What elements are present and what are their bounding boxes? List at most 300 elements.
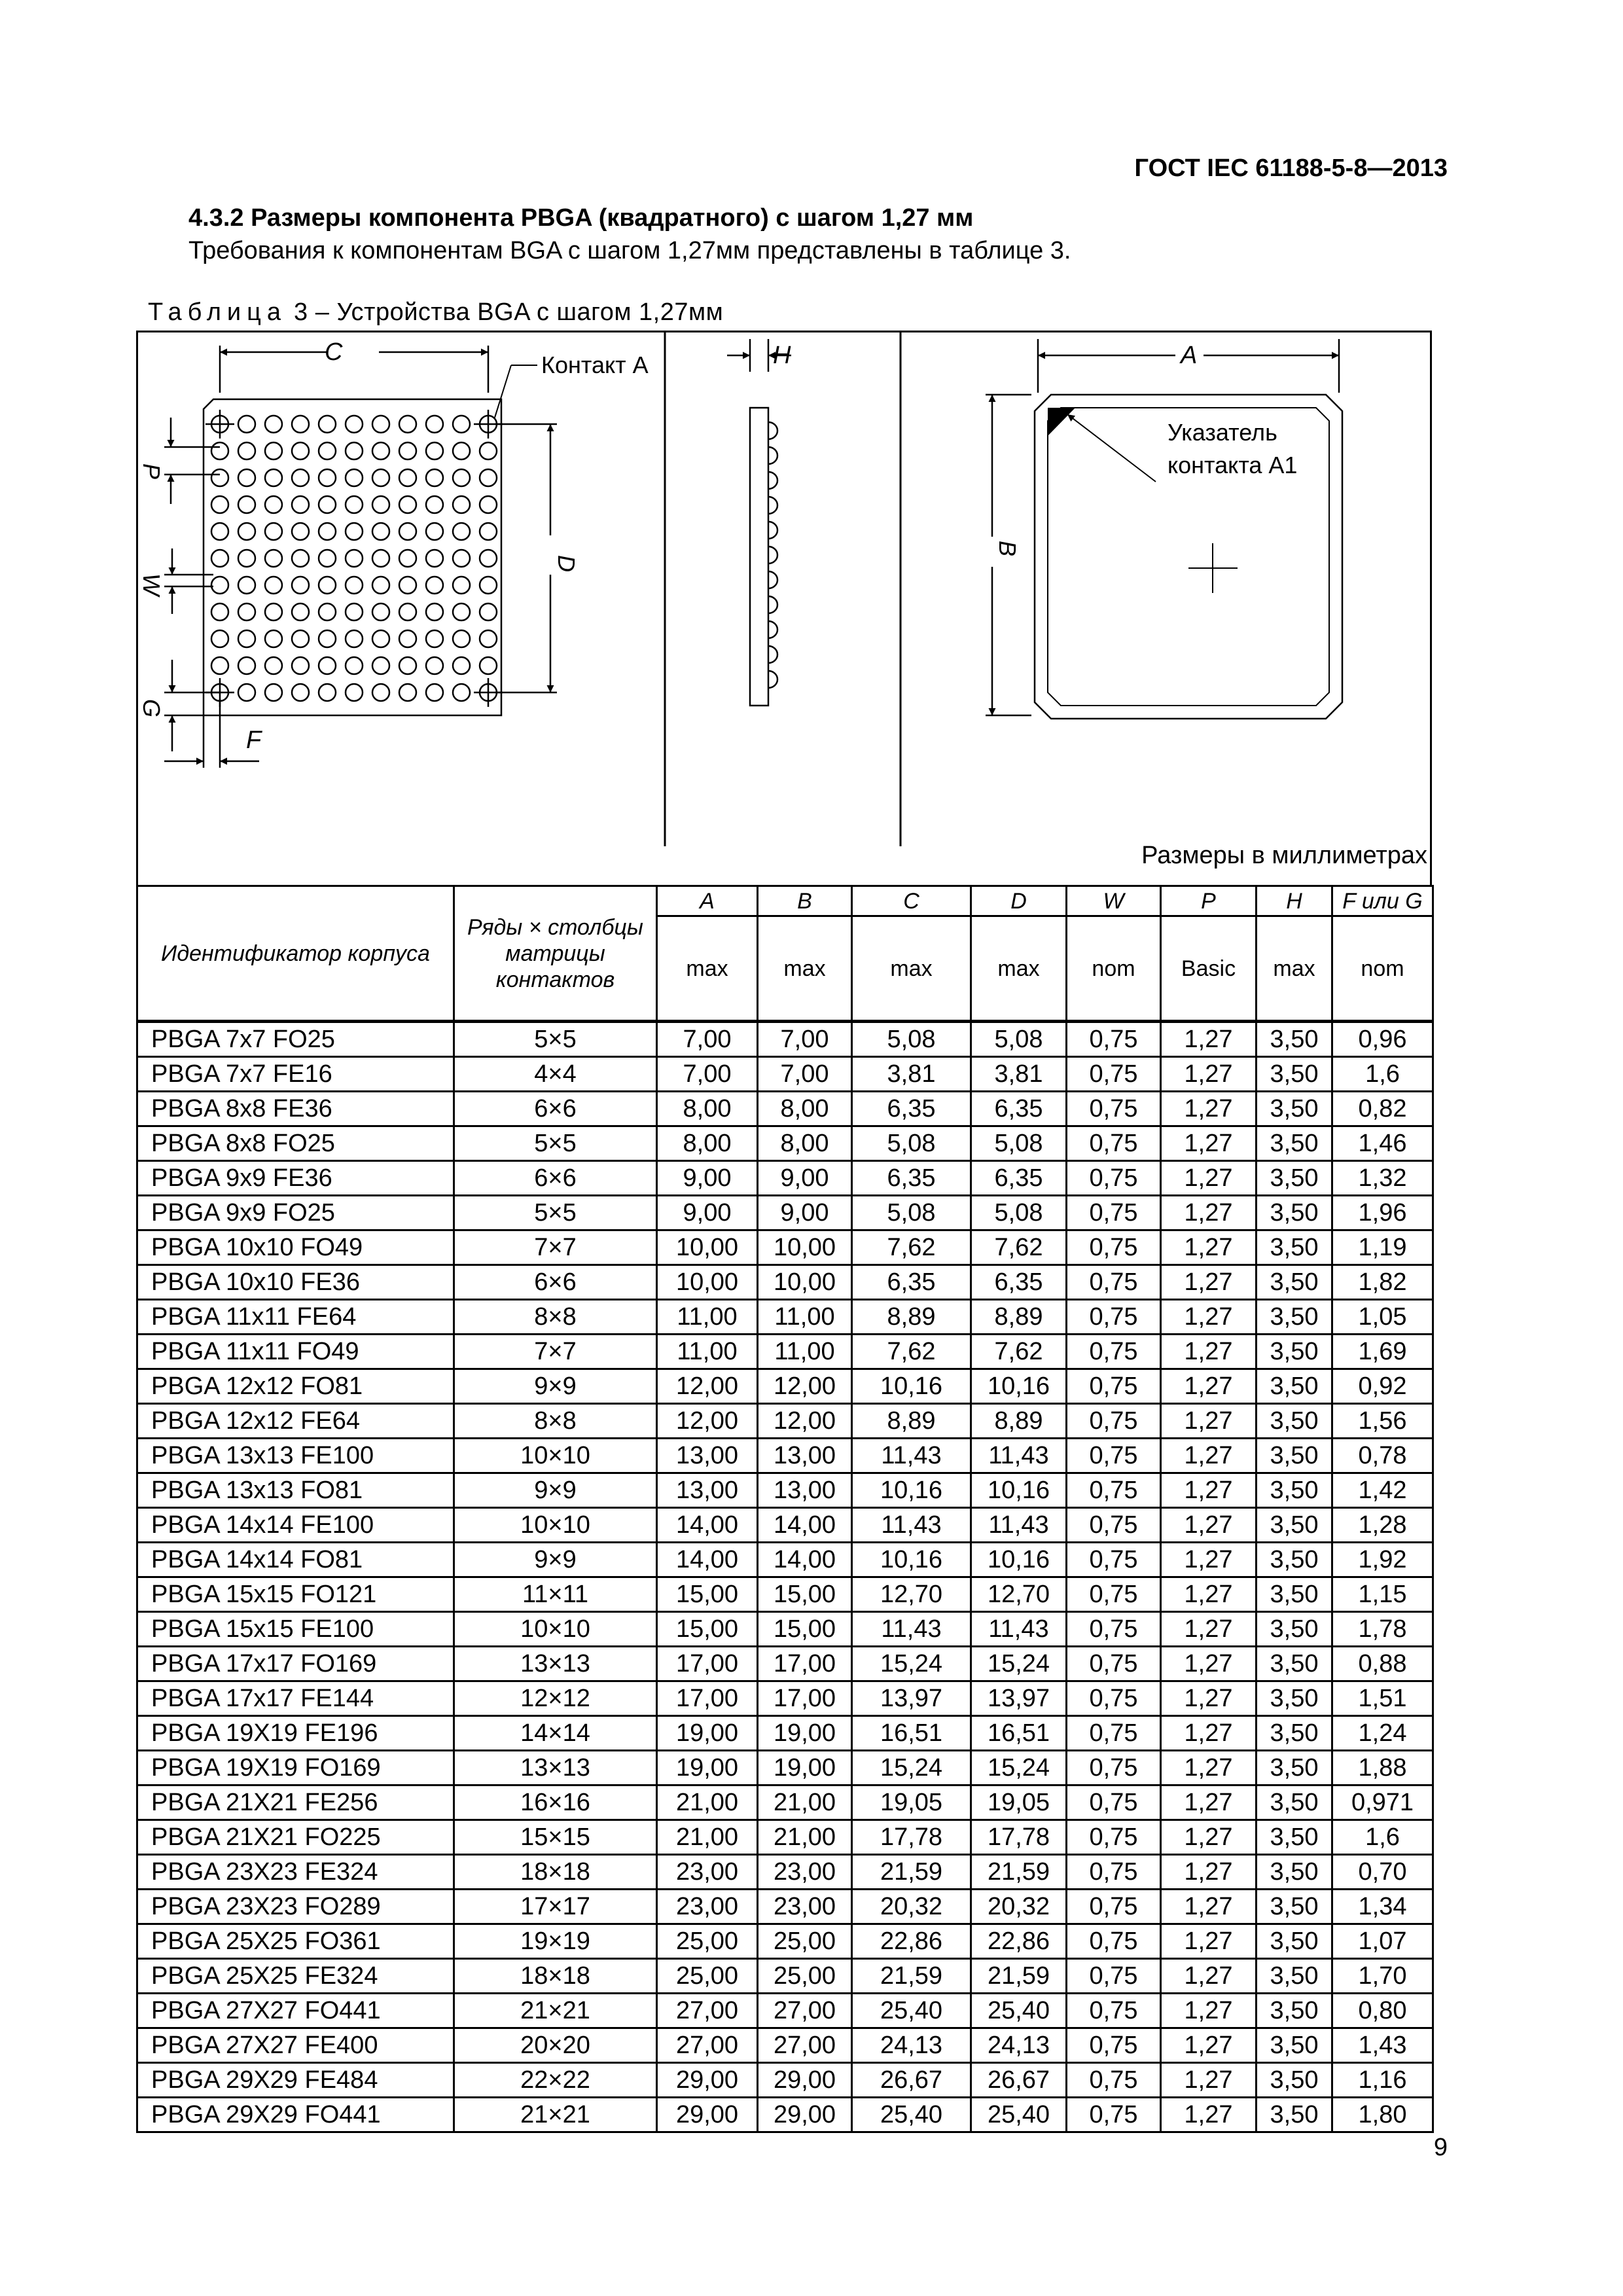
cell-w: 0,75 bbox=[1067, 1959, 1161, 1994]
cell-h: 3,50 bbox=[1257, 2098, 1332, 2132]
cell-a: 12,00 bbox=[657, 1404, 758, 1439]
solder-ball bbox=[372, 630, 389, 647]
solder-ball bbox=[211, 603, 228, 620]
solder-ball bbox=[346, 603, 363, 620]
solder-ball bbox=[399, 550, 416, 567]
package-drawing-panel bbox=[136, 331, 1432, 885]
header-letter: C bbox=[852, 886, 971, 916]
cell-d: 22,86 bbox=[971, 1924, 1067, 1959]
solder-ball bbox=[319, 442, 336, 459]
cell-c: 12,70 bbox=[852, 1577, 971, 1612]
cell-f-or-g: 1,32 bbox=[1332, 1161, 1433, 1196]
solder-ball bbox=[399, 603, 416, 620]
cell-h: 3,50 bbox=[1257, 1855, 1332, 1890]
cell-b: 8,00 bbox=[758, 1126, 852, 1161]
solder-ball bbox=[480, 630, 497, 647]
cell-p: 1,27 bbox=[1161, 1716, 1257, 1751]
cell-w: 0,75 bbox=[1067, 1612, 1161, 1647]
solder-ball bbox=[399, 442, 416, 459]
cell-f-or-g: 1,19 bbox=[1332, 1230, 1433, 1265]
cell-c: 21,59 bbox=[852, 1855, 971, 1890]
solder-ball bbox=[265, 416, 282, 433]
cell-w: 0,75 bbox=[1067, 1751, 1161, 1785]
cell-f-or-g: 1,28 bbox=[1332, 1508, 1433, 1543]
cell-a: 13,00 bbox=[657, 1473, 758, 1508]
solder-ball bbox=[346, 469, 363, 486]
cell-h: 3,50 bbox=[1257, 1612, 1332, 1647]
cell-c: 7,62 bbox=[852, 1230, 971, 1265]
solder-ball bbox=[211, 550, 228, 567]
cell-identifier: PBGA 9x9 FE36 bbox=[137, 1161, 454, 1196]
cell-w: 0,75 bbox=[1067, 1369, 1161, 1404]
cell-identifier: PBGA 25X25 FO361 bbox=[137, 1924, 454, 1959]
solder-ball bbox=[346, 550, 363, 567]
cell-matrix: 13×13 bbox=[454, 1751, 657, 1785]
cell-p: 1,27 bbox=[1161, 1612, 1257, 1647]
cell-b: 9,00 bbox=[758, 1161, 852, 1196]
table-row bbox=[137, 1230, 1433, 1265]
cell-c: 10,16 bbox=[852, 1369, 971, 1404]
side-view-ball bbox=[768, 671, 777, 688]
cell-h: 3,50 bbox=[1257, 1092, 1332, 1126]
solder-ball bbox=[480, 577, 497, 594]
cell-b: 7,00 bbox=[758, 1022, 852, 1057]
cell-h: 3,50 bbox=[1257, 1508, 1332, 1543]
cell-c: 6,35 bbox=[852, 1161, 971, 1196]
cell-identifier: PBGA 23X23 FE324 bbox=[137, 1855, 454, 1890]
cell-w: 0,75 bbox=[1067, 1647, 1161, 1681]
cell-matrix: 21×21 bbox=[454, 2098, 657, 2132]
cell-h: 3,50 bbox=[1257, 1994, 1332, 2028]
cell-identifier: PBGA 14x14 FO81 bbox=[137, 1543, 454, 1577]
bottom-view bbox=[164, 346, 557, 768]
table-body bbox=[137, 1022, 1433, 2132]
cell-c: 8,89 bbox=[852, 1300, 971, 1335]
cell-h: 3,50 bbox=[1257, 1126, 1332, 1161]
cell-d: 13,97 bbox=[971, 1681, 1067, 1716]
side-view-body bbox=[750, 408, 768, 706]
cell-w: 0,75 bbox=[1067, 1404, 1161, 1439]
solder-ball bbox=[238, 416, 255, 433]
cell-c: 26,67 bbox=[852, 2063, 971, 2098]
cell-d: 5,08 bbox=[971, 1022, 1067, 1057]
table-row bbox=[137, 1924, 1433, 1959]
cell-f-or-g: 1,6 bbox=[1332, 1820, 1433, 1855]
cell-b: 23,00 bbox=[758, 1855, 852, 1890]
cell-h: 3,50 bbox=[1257, 1681, 1332, 1716]
solder-ball bbox=[319, 684, 336, 701]
cell-b: 11,00 bbox=[758, 1300, 852, 1335]
pin1-indicator-leader bbox=[1067, 414, 1156, 482]
solder-ball bbox=[346, 684, 363, 701]
cell-matrix: 4×4 bbox=[454, 1057, 657, 1092]
solder-ball bbox=[292, 496, 309, 513]
cell-matrix: 12×12 bbox=[454, 1681, 657, 1716]
cell-c: 6,35 bbox=[852, 1092, 971, 1126]
cell-matrix: 5×5 bbox=[454, 1196, 657, 1230]
solder-ball bbox=[265, 523, 282, 540]
solder-ball bbox=[319, 416, 336, 433]
solder-ball bbox=[426, 684, 443, 701]
solder-ball bbox=[265, 496, 282, 513]
cell-matrix: 6×6 bbox=[454, 1265, 657, 1300]
solder-ball bbox=[346, 442, 363, 459]
solder-ball bbox=[238, 442, 255, 459]
cell-p: 1,27 bbox=[1161, 1057, 1257, 1092]
header-letter: W bbox=[1067, 886, 1161, 916]
cell-f-or-g: 1,6 bbox=[1332, 1057, 1433, 1092]
header-qualifier: nom bbox=[1067, 916, 1161, 1022]
table-row bbox=[137, 1543, 1433, 1577]
cell-a: 23,00 bbox=[657, 1890, 758, 1924]
side-view-ball bbox=[768, 646, 777, 663]
cell-c: 10,16 bbox=[852, 1543, 971, 1577]
cell-d: 7,62 bbox=[971, 1230, 1067, 1265]
cell-d: 6,35 bbox=[971, 1092, 1067, 1126]
solder-ball bbox=[292, 684, 309, 701]
cell-f-or-g: 0,70 bbox=[1332, 1855, 1433, 1890]
cell-identifier: PBGA 13x13 FE100 bbox=[137, 1439, 454, 1473]
table-row bbox=[137, 1994, 1433, 2028]
cell-a: 25,00 bbox=[657, 1924, 758, 1959]
solder-ball bbox=[480, 496, 497, 513]
solder-ball bbox=[426, 469, 443, 486]
table-row bbox=[137, 1473, 1433, 1508]
solder-ball bbox=[265, 577, 282, 594]
cell-matrix: 18×18 bbox=[454, 1959, 657, 1994]
solder-ball bbox=[292, 469, 309, 486]
cell-a: 27,00 bbox=[657, 2028, 758, 2063]
solder-ball bbox=[372, 416, 389, 433]
cell-h: 3,50 bbox=[1257, 1924, 1332, 1959]
cell-a: 25,00 bbox=[657, 1959, 758, 1994]
solder-ball bbox=[453, 684, 470, 701]
header-letter: P bbox=[1161, 886, 1257, 916]
table-row bbox=[137, 2098, 1433, 2132]
cell-b: 17,00 bbox=[758, 1647, 852, 1681]
header-letter: F или G bbox=[1332, 886, 1433, 916]
table-row bbox=[137, 1022, 1433, 1057]
side-view bbox=[727, 339, 791, 706]
cell-d: 16,51 bbox=[971, 1716, 1067, 1751]
table-row bbox=[137, 1092, 1433, 1126]
cell-identifier: PBGA 11x11 FO49 bbox=[137, 1335, 454, 1369]
table-row bbox=[137, 1959, 1433, 1994]
cell-matrix: 16×16 bbox=[454, 1785, 657, 1820]
solder-ball bbox=[211, 577, 228, 594]
cell-matrix: 5×5 bbox=[454, 1022, 657, 1057]
cell-p: 1,27 bbox=[1161, 1855, 1257, 1890]
table-caption bbox=[148, 298, 723, 327]
cell-h: 3,50 bbox=[1257, 1369, 1332, 1404]
cell-identifier: PBGA 7x7 FE16 bbox=[137, 1057, 454, 1092]
solder-ball bbox=[399, 657, 416, 674]
cell-a: 8,00 bbox=[657, 1126, 758, 1161]
cell-p: 1,27 bbox=[1161, 1126, 1257, 1161]
cell-d: 21,59 bbox=[971, 1855, 1067, 1890]
cell-h: 3,50 bbox=[1257, 1959, 1332, 1994]
cell-b: 14,00 bbox=[758, 1543, 852, 1577]
cell-a: 8,00 bbox=[657, 1092, 758, 1126]
cell-f-or-g: 1,34 bbox=[1332, 1890, 1433, 1924]
cell-c: 5,08 bbox=[852, 1196, 971, 1230]
solder-ball bbox=[238, 469, 255, 486]
cell-b: 13,00 bbox=[758, 1473, 852, 1508]
cell-p: 1,27 bbox=[1161, 1230, 1257, 1265]
cell-d: 25,40 bbox=[971, 2098, 1067, 2132]
cell-w: 0,75 bbox=[1067, 1092, 1161, 1126]
cell-p: 1,27 bbox=[1161, 1022, 1257, 1057]
cell-a: 7,00 bbox=[657, 1022, 758, 1057]
side-view-ball bbox=[768, 547, 777, 564]
cell-a: 29,00 bbox=[657, 2063, 758, 2098]
header-letter: B bbox=[758, 886, 852, 916]
table-row bbox=[137, 2028, 1433, 2063]
cell-c: 8,89 bbox=[852, 1404, 971, 1439]
cell-w: 0,75 bbox=[1067, 1855, 1161, 1890]
cell-a: 21,00 bbox=[657, 1785, 758, 1820]
cell-identifier: PBGA 17x17 FE144 bbox=[137, 1681, 454, 1716]
dim-label-b: B bbox=[994, 541, 1021, 557]
cell-c: 13,97 bbox=[852, 1681, 971, 1716]
cell-p: 1,27 bbox=[1161, 2028, 1257, 2063]
solder-ball bbox=[346, 416, 363, 433]
package-drawings bbox=[138, 332, 1430, 887]
cell-w: 0,75 bbox=[1067, 1230, 1161, 1265]
solder-ball bbox=[372, 657, 389, 674]
cell-h: 3,50 bbox=[1257, 1716, 1332, 1751]
cell-a: 17,00 bbox=[657, 1681, 758, 1716]
dim-label-w: W bbox=[138, 573, 165, 596]
cell-f-or-g: 1,07 bbox=[1332, 1924, 1433, 1959]
cell-w: 0,75 bbox=[1067, 1473, 1161, 1508]
solder-ball bbox=[453, 657, 470, 674]
solder-ball bbox=[211, 442, 228, 459]
cell-p: 1,27 bbox=[1161, 1196, 1257, 1230]
cell-h: 3,50 bbox=[1257, 1300, 1332, 1335]
table-row bbox=[137, 1681, 1433, 1716]
cell-identifier: PBGA 23X23 FO289 bbox=[137, 1890, 454, 1924]
header-qualifier: max bbox=[758, 916, 852, 1022]
cell-identifier: PBGA 12x12 FO81 bbox=[137, 1369, 454, 1404]
cell-identifier: PBGA 15x15 FO121 bbox=[137, 1577, 454, 1612]
solder-ball bbox=[372, 603, 389, 620]
dim-label-c: C bbox=[325, 338, 343, 366]
solder-ball bbox=[426, 603, 443, 620]
cell-c: 16,51 bbox=[852, 1716, 971, 1751]
pin1-marker bbox=[1048, 408, 1075, 436]
cell-p: 1,27 bbox=[1161, 1404, 1257, 1439]
cell-c: 15,24 bbox=[852, 1751, 971, 1785]
solder-ball bbox=[480, 523, 497, 540]
cell-b: 12,00 bbox=[758, 1404, 852, 1439]
solder-ball bbox=[265, 657, 282, 674]
cell-identifier: PBGA 10x10 FE36 bbox=[137, 1265, 454, 1300]
cell-matrix: 9×9 bbox=[454, 1543, 657, 1577]
cell-p: 1,27 bbox=[1161, 1785, 1257, 1820]
cell-b: 21,00 bbox=[758, 1820, 852, 1855]
cell-p: 1,27 bbox=[1161, 1647, 1257, 1681]
page-number: 9 bbox=[1433, 2134, 1448, 2161]
cell-d: 10,16 bbox=[971, 1369, 1067, 1404]
cell-identifier: PBGA 25X25 FE324 bbox=[137, 1959, 454, 1994]
ball-grid bbox=[205, 410, 503, 707]
cell-h: 3,50 bbox=[1257, 1473, 1332, 1508]
standard-code: ГОСТ IEC 61188-5-8—2013 bbox=[1134, 154, 1448, 182]
cell-f-or-g: 0,82 bbox=[1332, 1092, 1433, 1126]
cell-a: 23,00 bbox=[657, 1855, 758, 1890]
cell-h: 3,50 bbox=[1257, 1647, 1332, 1681]
cell-b: 13,00 bbox=[758, 1439, 852, 1473]
solder-ball bbox=[372, 523, 389, 540]
solder-ball bbox=[426, 630, 443, 647]
cell-c: 17,78 bbox=[852, 1820, 971, 1855]
cell-p: 1,27 bbox=[1161, 1508, 1257, 1543]
cell-f-or-g: 1,88 bbox=[1332, 1751, 1433, 1785]
cell-w: 0,75 bbox=[1067, 1196, 1161, 1230]
cell-d: 6,35 bbox=[971, 1265, 1067, 1300]
table-row bbox=[137, 1820, 1433, 1855]
cell-w: 0,75 bbox=[1067, 1577, 1161, 1612]
solder-ball bbox=[453, 603, 470, 620]
cell-w: 0,75 bbox=[1067, 1994, 1161, 2028]
cell-identifier: PBGA 27X27 FO441 bbox=[137, 1994, 454, 2028]
side-view-ball bbox=[768, 497, 777, 514]
cell-d: 25,40 bbox=[971, 1994, 1067, 2028]
cell-p: 1,27 bbox=[1161, 1439, 1257, 1473]
solder-ball bbox=[426, 657, 443, 674]
cell-matrix: 7×7 bbox=[454, 1335, 657, 1369]
solder-ball bbox=[346, 496, 363, 513]
solder-ball bbox=[453, 550, 470, 567]
cell-p: 1,27 bbox=[1161, 1335, 1257, 1369]
cell-b: 8,00 bbox=[758, 1092, 852, 1126]
cell-d: 19,05 bbox=[971, 1785, 1067, 1820]
cell-w: 0,75 bbox=[1067, 1820, 1161, 1855]
solder-ball bbox=[399, 630, 416, 647]
cell-c: 11,43 bbox=[852, 1612, 971, 1647]
cell-w: 0,75 bbox=[1067, 1300, 1161, 1335]
solder-ball bbox=[292, 442, 309, 459]
table-row bbox=[137, 1057, 1433, 1092]
cell-p: 1,27 bbox=[1161, 1681, 1257, 1716]
solder-ball bbox=[238, 603, 255, 620]
cell-d: 15,24 bbox=[971, 1751, 1067, 1785]
solder-ball bbox=[372, 550, 389, 567]
cell-d: 24,13 bbox=[971, 2028, 1067, 2063]
table-row bbox=[137, 1508, 1433, 1543]
table-row bbox=[137, 2063, 1433, 2098]
table-row bbox=[137, 1404, 1433, 1439]
cell-w: 0,75 bbox=[1067, 1057, 1161, 1092]
cell-b: 7,00 bbox=[758, 1057, 852, 1092]
table-row bbox=[137, 1369, 1433, 1404]
solder-ball bbox=[480, 603, 497, 620]
cell-matrix: 6×6 bbox=[454, 1092, 657, 1126]
cell-w: 0,75 bbox=[1067, 1161, 1161, 1196]
cell-identifier: PBGA 13x13 FO81 bbox=[137, 1473, 454, 1508]
cell-f-or-g: 1,96 bbox=[1332, 1196, 1433, 1230]
solder-ball bbox=[238, 630, 255, 647]
table-row bbox=[137, 1751, 1433, 1785]
cell-matrix: 9×9 bbox=[454, 1473, 657, 1508]
cell-b: 17,00 bbox=[758, 1681, 852, 1716]
cell-d: 11,43 bbox=[971, 1439, 1067, 1473]
side-view-ball bbox=[768, 621, 777, 638]
cell-identifier: PBGA 29X29 FO441 bbox=[137, 2098, 454, 2132]
cell-c: 5,08 bbox=[852, 1022, 971, 1057]
solder-ball bbox=[211, 657, 228, 674]
cell-f-or-g: 0,96 bbox=[1332, 1022, 1433, 1057]
solder-ball bbox=[372, 469, 389, 486]
dim-label-h: H bbox=[773, 342, 791, 369]
cell-h: 3,50 bbox=[1257, 1161, 1332, 1196]
solder-ball bbox=[453, 442, 470, 459]
cell-f-or-g: 1,24 bbox=[1332, 1716, 1433, 1751]
cell-a: 15,00 bbox=[657, 1577, 758, 1612]
cell-p: 1,27 bbox=[1161, 1473, 1257, 1508]
solder-ball bbox=[319, 550, 336, 567]
solder-ball bbox=[292, 416, 309, 433]
cell-f-or-g: 1,92 bbox=[1332, 1543, 1433, 1577]
cell-b: 29,00 bbox=[758, 2063, 852, 2098]
solder-ball bbox=[399, 496, 416, 513]
cell-matrix: 11×11 bbox=[454, 1577, 657, 1612]
cell-w: 0,75 bbox=[1067, 1716, 1161, 1751]
cell-f-or-g: 1,82 bbox=[1332, 1265, 1433, 1300]
cell-identifier: PBGA 7x7 FO25 bbox=[137, 1022, 454, 1057]
cell-f-or-g: 1,05 bbox=[1332, 1300, 1433, 1335]
solder-ball bbox=[453, 630, 470, 647]
cell-d: 5,08 bbox=[971, 1196, 1067, 1230]
cell-c: 11,43 bbox=[852, 1439, 971, 1473]
solder-ball bbox=[426, 523, 443, 540]
cell-matrix: 14×14 bbox=[454, 1716, 657, 1751]
cell-p: 1,27 bbox=[1161, 1543, 1257, 1577]
cell-h: 3,50 bbox=[1257, 1439, 1332, 1473]
cell-w: 0,75 bbox=[1067, 1543, 1161, 1577]
cell-matrix: 19×19 bbox=[454, 1924, 657, 1959]
cell-matrix: 18×18 bbox=[454, 1855, 657, 1890]
cell-w: 0,75 bbox=[1067, 2063, 1161, 2098]
cell-p: 1,27 bbox=[1161, 2063, 1257, 2098]
solder-ball bbox=[319, 657, 336, 674]
solder-ball bbox=[372, 496, 389, 513]
cell-matrix: 21×21 bbox=[454, 1994, 657, 2028]
solder-ball bbox=[426, 416, 443, 433]
cell-f-or-g: 1,78 bbox=[1332, 1612, 1433, 1647]
cell-a: 7,00 bbox=[657, 1057, 758, 1092]
cell-identifier: PBGA 19X19 FE196 bbox=[137, 1716, 454, 1751]
table-row bbox=[137, 1161, 1433, 1196]
cell-p: 1,27 bbox=[1161, 1751, 1257, 1785]
cell-h: 3,50 bbox=[1257, 1890, 1332, 1924]
cell-d: 12,70 bbox=[971, 1577, 1067, 1612]
cell-a: 13,00 bbox=[657, 1439, 758, 1473]
cell-h: 3,50 bbox=[1257, 1751, 1332, 1785]
cell-a: 10,00 bbox=[657, 1265, 758, 1300]
cell-b: 29,00 bbox=[758, 2098, 852, 2132]
cell-a: 12,00 bbox=[657, 1369, 758, 1404]
cell-w: 0,75 bbox=[1067, 1681, 1161, 1716]
solder-ball bbox=[480, 469, 497, 486]
cell-d: 8,89 bbox=[971, 1300, 1067, 1335]
solder-ball bbox=[453, 469, 470, 486]
cell-identifier: PBGA 14x14 FE100 bbox=[137, 1508, 454, 1543]
cell-b: 10,00 bbox=[758, 1265, 852, 1300]
solder-ball bbox=[292, 603, 309, 620]
section-heading: 4.3.2 Размеры компонента PBGA (квадратного) с шагом 1,27 мм bbox=[188, 204, 974, 232]
